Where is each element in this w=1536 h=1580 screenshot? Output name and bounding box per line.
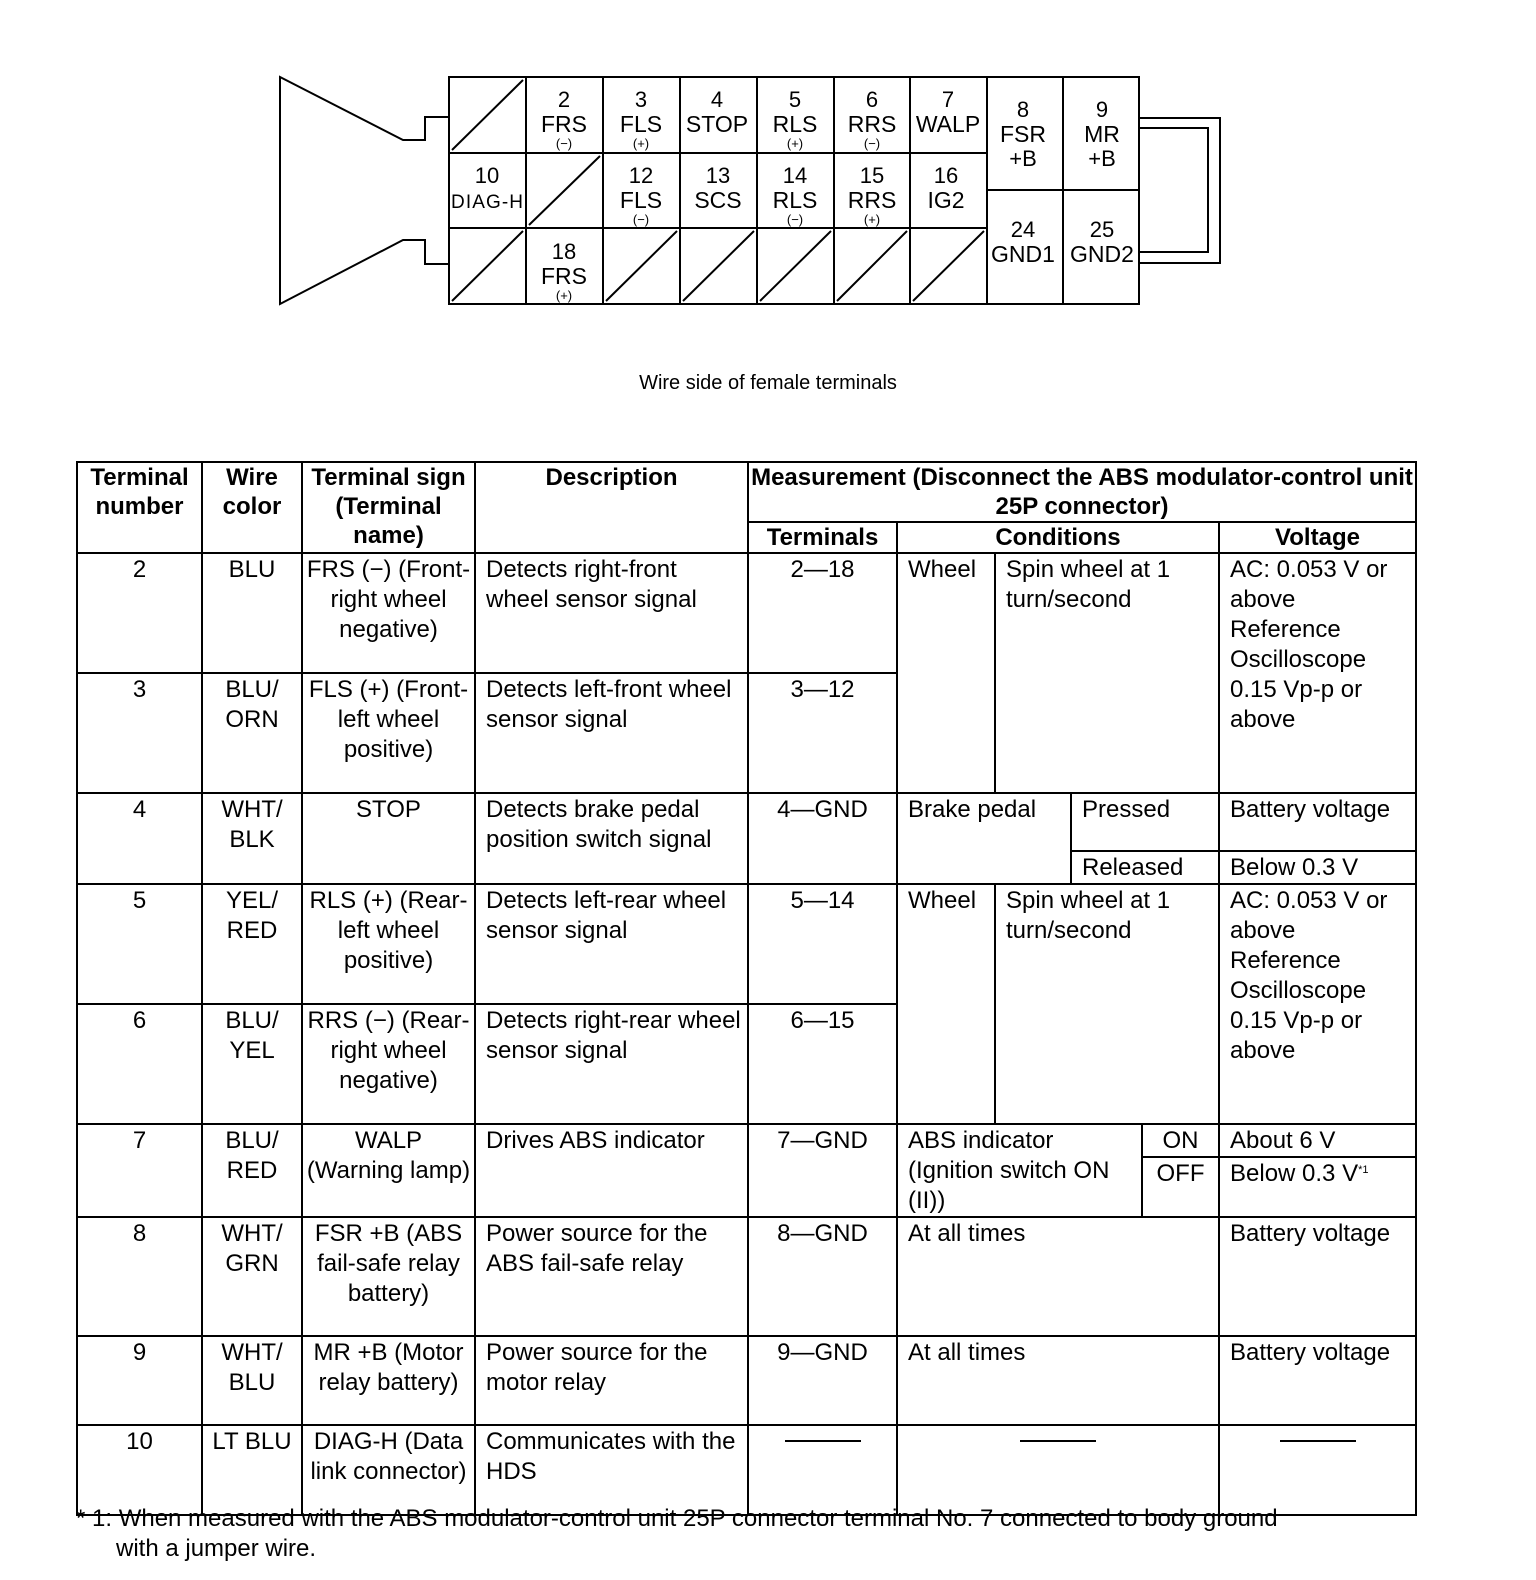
terminal-number: 3 — [77, 673, 202, 793]
footnote-line-2: with a jumper wire. — [116, 1535, 317, 1562]
terminal-sign: FLS — [619, 111, 663, 137]
terminal-polarity: (+) — [863, 212, 881, 227]
terminal-number: 9 — [1095, 97, 1109, 122]
terminal-number: 18 — [551, 239, 577, 264]
terminal-8 — [1000, 97, 1046, 171]
terminal-number: 10 — [474, 163, 500, 188]
terminal-number: 2 — [557, 87, 571, 112]
description: Communicates with the HDS — [475, 1425, 748, 1515]
header-terminals: Terminals — [748, 522, 897, 553]
terminal-24 — [991, 217, 1055, 267]
connector-diagram — [0, 0, 1536, 330]
table-row — [77, 884, 1416, 1004]
terminal-6 — [848, 87, 897, 151]
header-measurement: Measurement (Disconnect the ABS modulator-control unit 25P connector) — [748, 462, 1416, 522]
description: Power source for the ABS fail-safe relay — [475, 1217, 748, 1336]
terminal-sign: FLS (+) (Front-left wheel positive) — [302, 673, 475, 793]
condition-none — [897, 1425, 1219, 1515]
header-terminal-sign: Terminal sign (Terminal name) — [302, 462, 475, 553]
terminal-number: 12 — [628, 163, 654, 188]
terminal-sign: FSR +B (ABS fail-safe relay battery) — [302, 1217, 475, 1336]
terminal-sign: STOP — [302, 793, 475, 884]
description: Detects right-rear wheel sensor signal — [475, 1004, 748, 1124]
terminal-25 — [1070, 217, 1134, 267]
terminal-polarity: (−) — [555, 136, 573, 151]
terminal-sign: GND2 — [1070, 241, 1134, 267]
voltage: Below 0.3 $V^{*1}$ — [1219, 1157, 1416, 1217]
terminal-sign: RRS — [847, 187, 897, 213]
dash-mark — [785, 1440, 861, 1442]
terminal-sign: FLS — [619, 187, 663, 213]
terminal-sign: IG2 — [927, 187, 965, 213]
connector-caption: Wire side of female terminals — [639, 372, 897, 394]
terminal-5 — [773, 87, 818, 151]
connector-latch-right — [1139, 118, 1220, 263]
terminal-number: 4 — [710, 87, 724, 112]
condition: Wheel — [897, 884, 995, 1124]
terminal-sign: MR +B (Motor relay battery) — [302, 1336, 475, 1425]
terminal-number: 5 — [788, 87, 802, 112]
terminal-number: 24 — [1010, 217, 1036, 242]
terminal-sign: RRS (−) (Rear-right wheel negative) — [302, 1004, 475, 1124]
terminal-sign: FRS — [541, 263, 587, 289]
terminal-number: 5 — [77, 884, 202, 1004]
condition-state: Released — [1071, 851, 1219, 884]
terminal-number: 6 — [77, 1004, 202, 1124]
voltage: AC: 0.053 V or above Reference Oscilloscope 0.15 Vp-p or above — [1219, 553, 1416, 793]
wire-color: BLU — [202, 553, 302, 673]
terminal-number: 16 — [933, 163, 959, 188]
terminal-3 — [620, 87, 662, 151]
terminal-sign: STOP — [685, 111, 749, 137]
terminal-number: 15 — [859, 163, 885, 188]
terminal-sign: SCS — [694, 187, 742, 213]
terminal-12 — [620, 163, 662, 227]
terminal-number: 10 — [77, 1425, 202, 1515]
terminal-sign: RRS — [847, 111, 897, 137]
header-description: Description — [475, 462, 748, 553]
terminal-number: 25 — [1089, 217, 1115, 242]
voltage: Battery voltage — [1219, 1336, 1416, 1425]
condition: ABS indicator (Ignition switch ON (II)) — [897, 1124, 1142, 1217]
terminal-number: 13 — [705, 163, 731, 188]
terminal-sign: DIAG-H (Data link connector) — [302, 1425, 475, 1515]
terminal-sign: GND1 — [991, 241, 1055, 267]
terminal-polarity: (+) — [632, 136, 650, 151]
condition-state: OFF — [1142, 1157, 1219, 1217]
footnote — [76, 1504, 1278, 1564]
footnote-line-1: * 1: When measured with the ABS modulator-control unit 25P connector terminal No. 7 connected to body ground — [76, 1505, 1278, 1532]
terminal-9 — [1084, 97, 1120, 171]
condition: At all times — [897, 1217, 1219, 1336]
terminal-number: 7 — [77, 1124, 202, 1217]
table-row — [77, 1425, 1416, 1515]
terminal-sign: DIAG-H — [451, 192, 523, 213]
terminal-2 — [541, 87, 587, 151]
terminal-number: 3 — [634, 87, 648, 112]
terminal-18 — [541, 239, 587, 303]
table-row — [77, 553, 1416, 673]
terminal-7 — [916, 87, 980, 137]
wire-color: WHT/ BLK — [202, 793, 302, 884]
terminal-number: 6 — [865, 87, 879, 112]
dash-mark — [1020, 1440, 1096, 1442]
voltage-none — [1219, 1425, 1416, 1515]
terminal-sign: WALP (Warning lamp) — [302, 1124, 475, 1217]
wire-color: YEL/ RED — [202, 884, 302, 1004]
description: Detects brake pedal position switch signal — [475, 793, 748, 884]
terminal-polarity: (−) — [786, 212, 804, 227]
terminal-polarity: (−) — [632, 212, 650, 227]
terminal-sign: FSR — [1000, 121, 1046, 147]
terminal-polarity: (+) — [555, 288, 573, 303]
voltage: AC: 0.053 V or above Reference Oscilloscope 0.15 Vp-p or above — [1219, 884, 1416, 1124]
terminal-10 — [451, 163, 523, 213]
terminal-15 — [848, 163, 897, 227]
terminal-14 — [773, 163, 818, 227]
terminals: 7—GND — [748, 1124, 897, 1217]
terminal-13 — [694, 163, 741, 213]
terminal-sign: FRS (−) (Front-right wheel negative) — [302, 553, 475, 673]
footnote-marker: *1 — [1358, 1164, 1369, 1176]
table-row — [77, 1336, 1416, 1425]
wire-color: WHT/ BLU — [202, 1336, 302, 1425]
terminal-4 — [686, 87, 748, 137]
header-wire-color: Wire color — [202, 462, 302, 553]
voltage: Below 0.3 V — [1219, 851, 1416, 884]
terminal-sign: RLS — [772, 111, 818, 137]
terminals: 4—GND — [748, 793, 897, 884]
description: Detects right-front wheel sensor signal — [475, 553, 748, 673]
terminal-polarity: +B — [1009, 146, 1037, 171]
description: Drives ABS indicator — [475, 1124, 748, 1217]
terminal-number: 8 — [1016, 97, 1030, 122]
table-row — [77, 1124, 1416, 1157]
terminals: 8—GND — [748, 1217, 897, 1336]
header-conditions: Conditions — [897, 522, 1219, 553]
condition-state: Pressed — [1071, 793, 1219, 851]
voltage: About 6 V — [1219, 1124, 1416, 1157]
condition: At all times — [897, 1336, 1219, 1425]
wire-color: WHT/ GRN — [202, 1217, 302, 1336]
terminal-polarity: (+) — [786, 136, 804, 151]
terminal-number: 8 — [77, 1217, 202, 1336]
terminal-polarity: (−) — [863, 136, 881, 151]
wire-color: LT BLU — [202, 1425, 302, 1515]
condition-detail: Spin wheel at 1 turn/second — [995, 884, 1219, 1124]
terminal-sign: RLS (+) (Rear-left wheel positive) — [302, 884, 475, 1004]
terminal-table — [76, 461, 1417, 1516]
terminal-number: 9 — [77, 1336, 202, 1425]
terminal-sign: RLS — [772, 187, 818, 213]
terminals: 2—18 — [748, 553, 897, 673]
terminal-16 — [927, 163, 964, 213]
terminal-number: 7 — [941, 87, 955, 112]
terminal-number: 14 — [782, 163, 808, 188]
wire-color: BLU/ ORN — [202, 673, 302, 793]
terminal-polarity: +B — [1088, 146, 1116, 171]
description: Detects left-front wheel sensor signal — [475, 673, 748, 793]
condition: Brake pedal — [897, 793, 1071, 884]
description: Detects left-rear wheel sensor signal — [475, 884, 748, 1004]
header-terminal-number: Terminal number — [77, 462, 202, 553]
terminal-sign: MR — [1084, 121, 1120, 147]
wire-color: BLU/ RED — [202, 1124, 302, 1217]
terminals: 9—GND — [748, 1336, 897, 1425]
wire-color: BLU/ YEL — [202, 1004, 302, 1124]
terminal-sign: WALP — [915, 111, 981, 137]
condition-detail: Spin wheel at 1 turn/second — [995, 553, 1219, 793]
voltage: Battery voltage — [1219, 1217, 1416, 1336]
table-row — [77, 1217, 1416, 1336]
description: Power source for the motor relay — [475, 1336, 748, 1425]
terminals: 6—15 — [748, 1004, 897, 1124]
dash-mark — [1280, 1440, 1356, 1442]
terminals: 5—14 — [748, 884, 897, 1004]
condition-state: ON — [1142, 1124, 1219, 1157]
header-voltage: Voltage — [1219, 522, 1416, 553]
condition: Wheel — [897, 553, 995, 793]
terminal-number: 2 — [77, 553, 202, 673]
voltage: Battery voltage — [1219, 793, 1416, 851]
terminals: 3—12 — [748, 673, 897, 793]
connector-housing-left — [280, 77, 449, 304]
terminal-sign: FRS — [541, 111, 587, 137]
terminals-none — [748, 1425, 897, 1515]
table-row — [77, 793, 1416, 851]
terminal-number: 4 — [77, 793, 202, 884]
